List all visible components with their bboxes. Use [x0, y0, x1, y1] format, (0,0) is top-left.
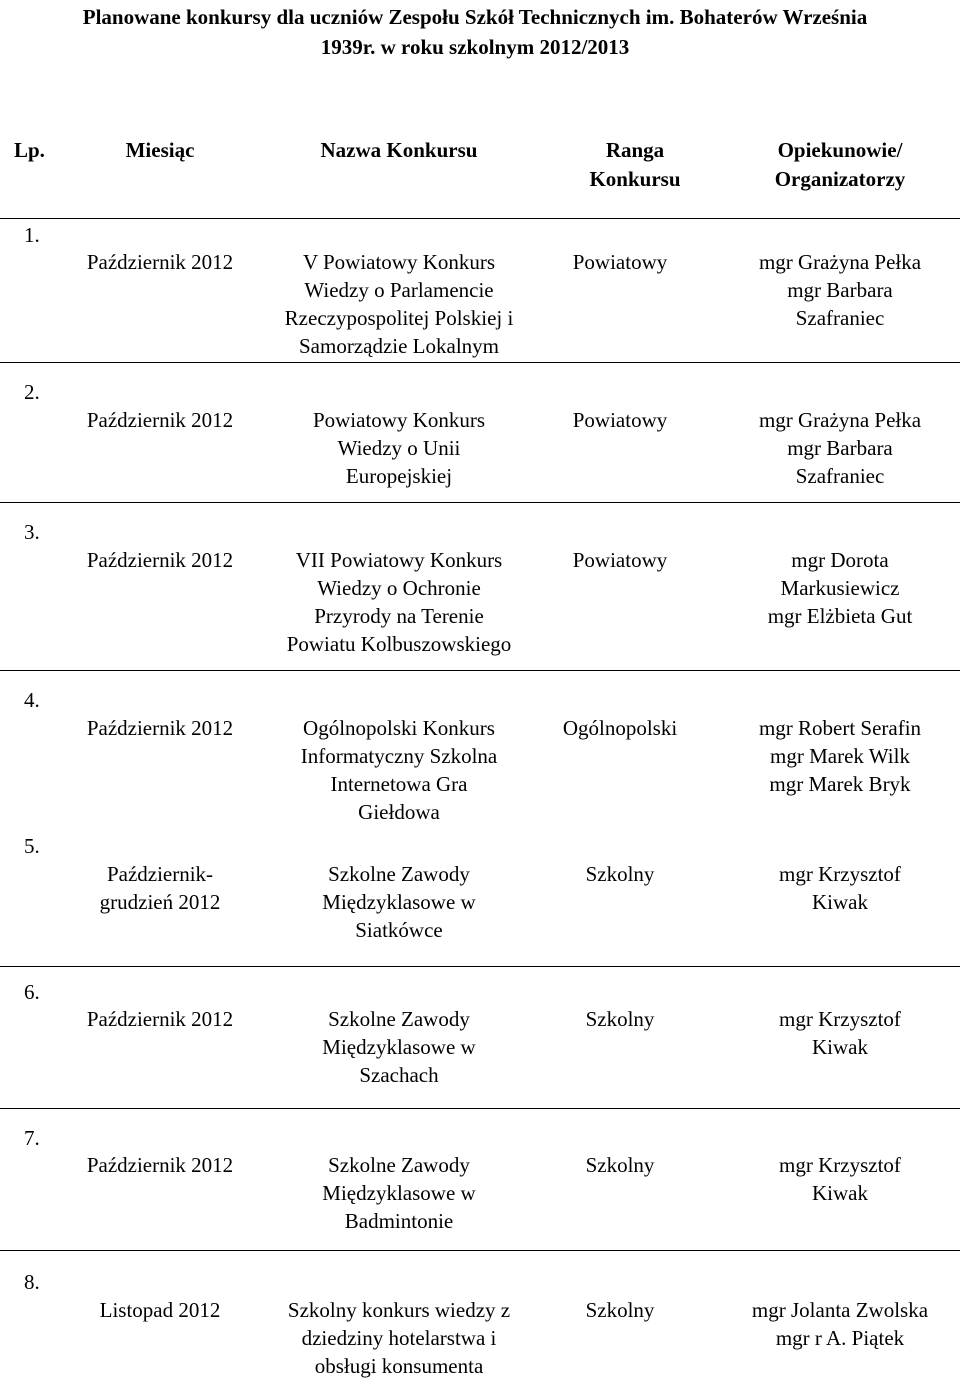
row-month: Październik 2012	[86, 716, 234, 740]
document-title-line-2: 1939r. w roku szkolnym 2012/2013	[320, 35, 630, 59]
row-organizers: mgr Krzysztof Kiwak	[779, 1153, 901, 1205]
header-lp: Lp.	[14, 138, 45, 162]
row-rank: Szkolny	[585, 1298, 655, 1322]
row-lp: 6.	[24, 980, 40, 1004]
row-lp: 5.	[24, 834, 40, 858]
row-divider	[0, 362, 960, 363]
row-divider	[0, 1250, 960, 1251]
row-month: Listopad 2012	[99, 1298, 221, 1322]
row-contest-name: V Powiatowy Konkurs Wiedzy o Parlamencie Rzeczypospolitej Polskiej i Samorządzie Lokalnym	[284, 250, 514, 358]
row-month: Październik- grudzień 2012	[99, 862, 221, 914]
header-name: Nazwa Konkursu	[320, 138, 478, 162]
row-divider	[0, 218, 960, 219]
row-lp: 4.	[24, 688, 40, 712]
row-rank: Ogólnopolski	[562, 716, 678, 740]
row-contest-name: Powiatowy Konkurs Wiedzy o Unii Europejskiej	[312, 408, 486, 488]
row-divider	[0, 670, 960, 671]
row-lp: 2.	[24, 380, 40, 404]
row-organizers: mgr Grażyna Pełka mgr Barbara Szafraniec	[758, 250, 922, 330]
row-contest-name: Szkolne Zawody Międzyklasowe w Badmintonie	[322, 1153, 476, 1233]
row-lp: 7.	[24, 1126, 40, 1150]
row-lp: 3.	[24, 520, 40, 544]
row-contest-name: Ogólnopolski Konkurs Informatyczny Szkolna Internetowa Gra Giełdowa	[300, 716, 498, 824]
row-organizers: mgr Grażyna Pełka mgr Barbara Szafraniec	[758, 408, 922, 488]
row-month: Październik 2012	[86, 548, 234, 572]
row-rank: Powiatowy	[572, 548, 668, 572]
row-organizers: mgr Krzysztof Kiwak	[779, 1007, 901, 1059]
row-month: Październik 2012	[86, 408, 234, 432]
row-rank: Powiatowy	[572, 250, 668, 274]
row-month: Październik 2012	[86, 250, 234, 274]
row-contest-name: VII Powiatowy Konkurs Wiedzy o Ochronie Przyrody na Terenie Powiatu Kolbuszowskiego	[286, 548, 512, 656]
row-lp: 1.	[24, 223, 40, 247]
document-title-line-1: Planowane konkursy dla uczniów Zespołu Szkół Technicznych im. Bohaterów Września	[82, 5, 868, 29]
row-organizers: mgr Dorota Markusiewicz mgr Elżbieta Gut	[767, 548, 913, 628]
row-rank: Szkolny	[585, 1007, 655, 1031]
row-organizers: mgr Jolanta Zwolska mgr r A. Piątek	[751, 1298, 929, 1350]
row-divider	[0, 502, 960, 503]
row-month: Październik 2012	[86, 1153, 234, 1177]
header-organizers: Opiekunowie/ Organizatorzy	[774, 138, 906, 191]
row-rank: Powiatowy	[572, 408, 668, 432]
row-divider	[0, 1108, 960, 1109]
row-organizers: mgr Robert Serafin mgr Marek Wilk mgr Marek Bryk	[758, 716, 922, 796]
row-organizers: mgr Krzysztof Kiwak	[779, 862, 901, 914]
row-contest-name: Szkolne Zawody Międzyklasowe w Szachach	[322, 1007, 476, 1087]
row-contest-name: Szkolny konkurs wiedzy z dziedziny hotelarstwa i obsługi konsumenta	[287, 1298, 511, 1378]
document-title	[0, 2, 950, 62]
row-contest-name: Szkolne Zawody Międzyklasowe w Siatkówce	[322, 862, 476, 942]
row-lp: 8.	[24, 1270, 40, 1294]
header-rank: Ranga Konkursu	[589, 138, 681, 191]
row-divider	[0, 966, 960, 967]
header-month: Miesiąc	[125, 138, 195, 162]
row-rank: Szkolny	[585, 862, 655, 886]
row-month: Październik 2012	[86, 1007, 234, 1031]
row-rank: Szkolny	[585, 1153, 655, 1177]
